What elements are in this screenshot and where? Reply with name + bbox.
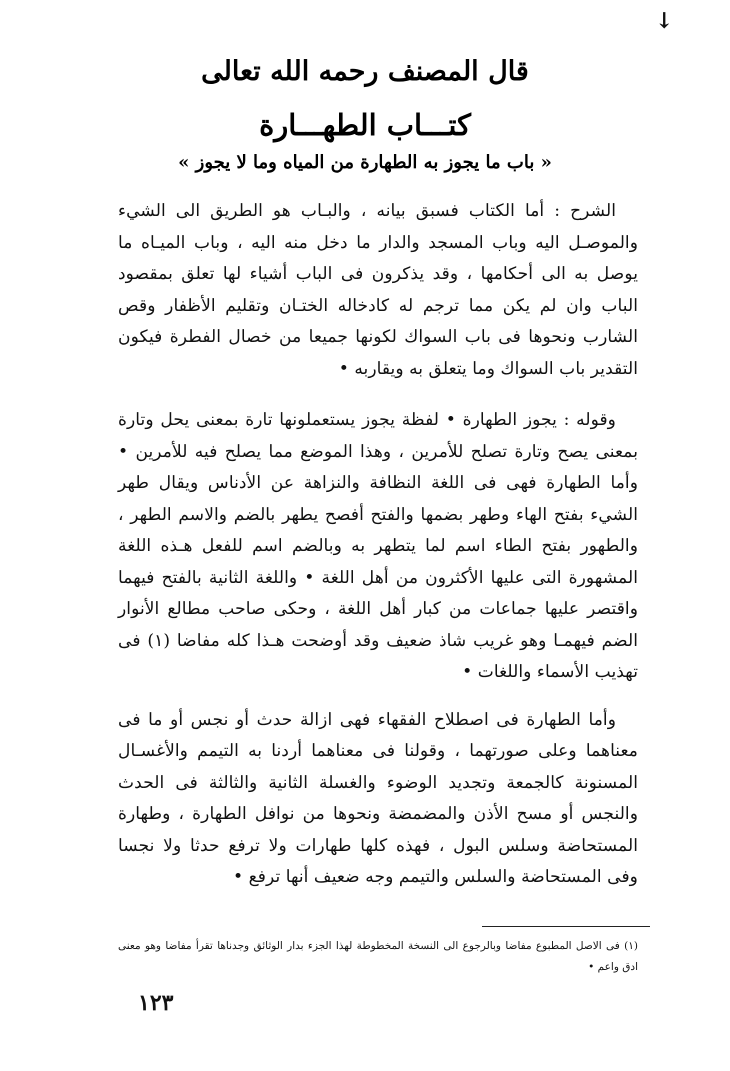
arrow-down-icon: ↓ bbox=[655, 8, 674, 34]
page-number: ١٢٣ bbox=[138, 990, 174, 1016]
footnote-divider bbox=[482, 926, 650, 927]
author-heading: قال المصنف رحمه الله تعالى bbox=[201, 56, 529, 87]
section-subheading: « باب ما يجوز به الطهارة من المياه وما لا يجوز » bbox=[178, 152, 552, 173]
footnote: (١) فى الاصل المطبوع مفاضا وبالرجوع الى النسخة المخطوطة لهذا الجزء بدار الوثائق وجدناها تقرأ مفاضا وهو معنى ادق واعم • bbox=[118, 940, 638, 973]
body-text bbox=[118, 196, 638, 914]
paragraph-jurisprudential: وأما الطهارة فى اصطلاح الفقهاء فهى ازالة حدث أو نجس أو ما فى معناهما وعلى صورتهما ، وقولنا فى معناهما أردنا به التيمم والأغسـال المسنونة كالجمعة وتجديد الوضوء والغسلة الثانية والثالثة فى الحدث والنجس أو مسح الأذن والمضمضة ونحوها من نوافل الطهارة ، وطهارة المستحاضة وسلس البول ، فهذه كلها طهارات ولا ترفع حدثا ولا نجسا وفى المستحاضة والسلس والتيمم وجه ضعيف أنها ترفع • bbox=[118, 709, 638, 887]
paragraph-commentary: الشرح : أما الكتاب فسبق بيانه ، والبـاب هو الطريق الى الشيء والموصـل اليه وباب المسجد والدار ما دخل منه اليه ، وباب الميـاه ما يوصل به الى أحكامها ، وقد يذكرون فى الباب أشياء لها تعلق بمقصود الباب وان لم يكن مما ترجم له كادخاله الختـان وتقليم الأظفار وقص الشارب ونحوها فى باب السواك لكونها جميعا من خصال الفطرة فيكون التقدير باب السواك وما يتعلق به ويقاربه • bbox=[118, 201, 638, 379]
chapter-title: كتـــاب الطهـــارة bbox=[259, 108, 471, 142]
paragraph-linguistic: وقوله : يجوز الطهارة • لفظة يجوز يستعملونها تارة بمعنى يحل وتارة بمعنى يصح وتارة تصلح للأمرين ، وهذا الموضع مما يصلح فيه للأمرين • وأما الطهارة فهى فى اللغة النظافة والنزاهة عن الأدناس ويقال طهر الشيء بفتح الهاء وطهر بضمها والفتح أفصح يطهر بالضم والاسم الطهر ، والطهور بفتح الطاء اسم لما يتطهر به وبالضم اسم للفعل هـذه اللغة المشهورة التى عليها الأكثرون من أهل اللغة • واللغة الثانية بالفتح فيهما واقتصر عليها جماعات من كبار أهل اللغة ، وحكى صاحب مطالع الأنوار الضم فيهمـا وهو غريب شاذ ضعيف وقد أوضحت هـذا كله مفاضا (١) فى تهذيب الأسماء واللغات • bbox=[118, 410, 638, 682]
